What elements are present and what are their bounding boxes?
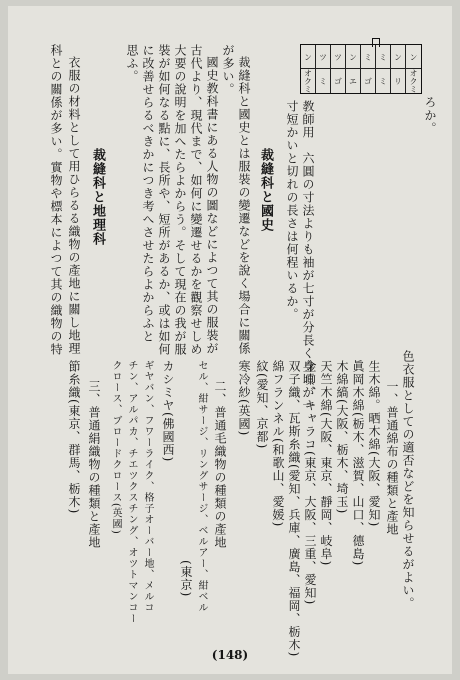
text-line: 裝が如何なる點に、長所や、短所があるか、或は如何: [157, 44, 171, 356]
text-line: 科との關係が多い。實物や標本によつて其の織物の特: [49, 44, 63, 356]
diagram-cell: ミ: [376, 69, 391, 93]
text-line: 木綿縞(大阪、栃木、埼玉): [335, 360, 349, 515]
diagram-cell: ミ: [316, 69, 331, 93]
diagram-cell: オクミ: [409, 69, 418, 93]
text-line: 裁縫科と國史とは服裝の變遷などを說く場合に關係: [237, 56, 251, 355]
text-line: 古代より、現代まで、如何に變遷せるかを觀察せしめ: [189, 44, 203, 356]
text-line: 紋(愛知、京都): [255, 360, 269, 450]
text-line: 教師用 六圓の寸法よりも袖が七寸が分長く身頃が一: [301, 100, 315, 412]
diagram-cell: ゴ: [361, 69, 376, 93]
text-line: 二、普通毛織物の種類の產地: [213, 380, 227, 549]
text-line: 双子織、瓦斯糸織(愛知、兵庫、廣島、福岡、栃木): [287, 360, 301, 658]
text-line: 國史教科書にある人物の圖などによつて其の服裝が: [205, 56, 219, 355]
diagram-cell: エ: [346, 69, 361, 93]
text-line: 節糸織(東京、群馬、栃木): [67, 360, 81, 515]
diagram-cell: オクミ: [301, 69, 316, 93]
text-line: 衣服の材料として用ひらるる織物の產地に關し地理: [67, 56, 81, 355]
text-line: 綿フランネル(和歌山、愛媛): [271, 360, 285, 528]
text-line: 思ふ。: [125, 44, 139, 83]
diagram-cell: ツ: [331, 45, 346, 69]
text-line: (東京): [179, 560, 193, 598]
diagram-cell: ン: [391, 45, 406, 69]
text-line: ギヤバン、フワーライク、格子オーバー地、メルコ: [142, 360, 153, 613]
text-line: 天竺木綿(大阪、東京、靜岡、岐阜): [319, 360, 333, 567]
section-heading: 裁縫科と地理科: [90, 148, 105, 246]
text-line: ろか。: [423, 96, 437, 135]
diagram-cell: ゴ: [331, 69, 346, 93]
text-line: 寸短かいと切れの長さは何程いるか。: [285, 100, 299, 321]
text-line: 色衣服としての適否などを知らせるがよい。: [401, 350, 415, 610]
text-line: に改善せらるべきかにつき考へさせたらよからふと: [141, 44, 155, 343]
text-line: チン、アルパカ、チエツクスチング、オツトマンコー: [126, 360, 137, 624]
text-line: 金巾、キャラコ(東京、大阪、三重、愛知): [303, 360, 317, 606]
section-heading: 裁縫科と國史: [258, 148, 273, 232]
text-line: 寒冷紗(英國): [237, 360, 251, 437]
text-line: 生木綿。晒木綿(大阪、愛知): [367, 360, 381, 528]
text-line: が多い。: [221, 44, 235, 96]
diagram-cell: ミ: [361, 45, 376, 69]
text-line: 三、普通絹織物の種類と產地: [87, 380, 101, 549]
text-line: カシミヤ(佛國西): [161, 360, 175, 463]
diagram-cell: ン: [301, 45, 316, 69]
page-number: (148): [211, 648, 249, 662]
text-line: 大要の說明を加へたらよからう。そして現在の我が服: [173, 44, 187, 356]
text-line: セル、紺サージ、リングサージ、ベルアー、紺ベル: [196, 360, 207, 613]
text-line: クロース、ブロードクロース(英國): [110, 360, 121, 535]
diagram-cell: ツ: [316, 45, 331, 69]
text-line: 一、普通綿布の種類と產地: [385, 380, 399, 536]
diagram-cell: ミ: [376, 45, 391, 69]
diagram-cell: ン: [406, 45, 421, 69]
text-line: 眞岡木綿(栃木、滋賀、山口、德島): [351, 360, 365, 567]
diagram-cell: ン: [346, 45, 361, 69]
diagram-cell: リ: [391, 69, 406, 93]
kimono-layout-diagram: [300, 44, 422, 94]
